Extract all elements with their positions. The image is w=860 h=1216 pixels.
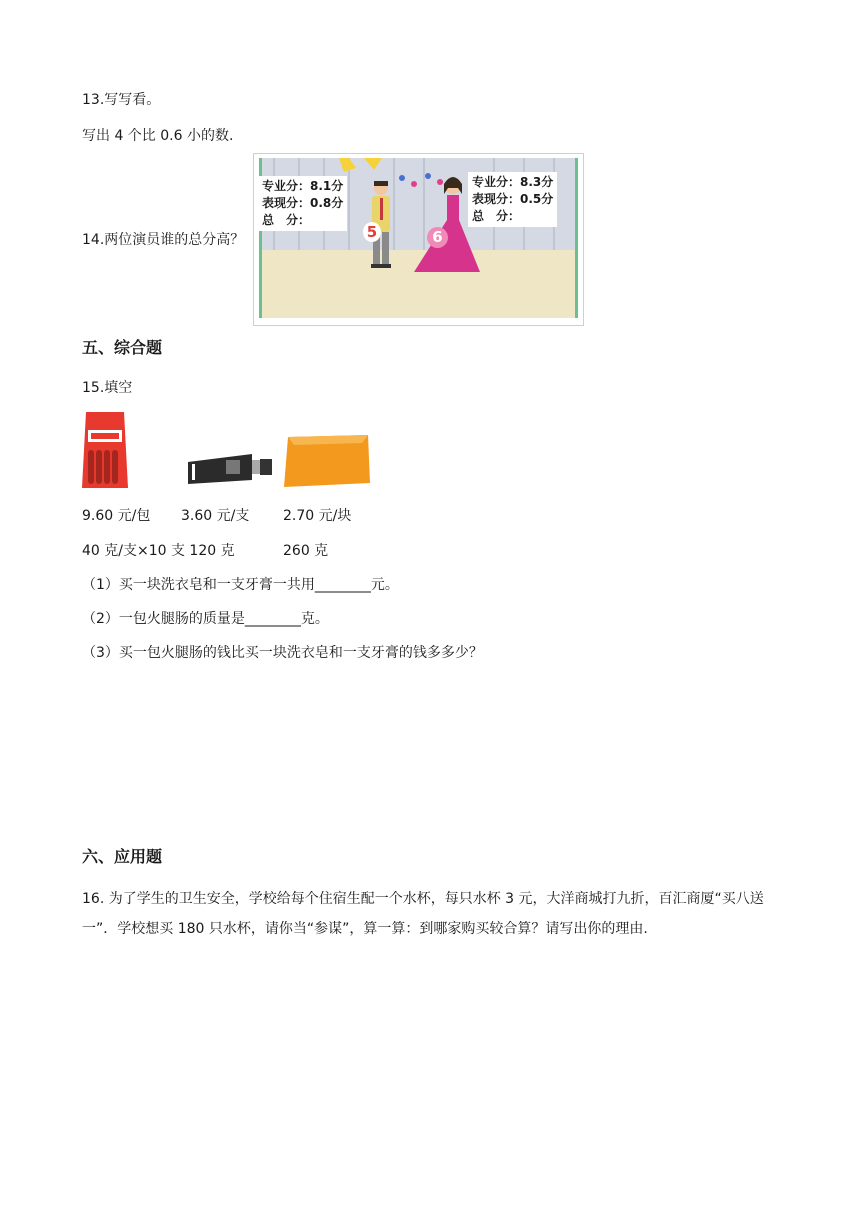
- sausage-toothpaste-weight: 40 克/支×10 支 120 克: [82, 543, 235, 559]
- soap-weight: 260 克: [283, 543, 329, 559]
- actor6-pro-score: 专业分：8.3分: [472, 175, 554, 189]
- actor5-score-card: [258, 176, 347, 231]
- q15-sub3: （3）买一包火腿肠的钱比买一块洗衣皂和一支牙膏的钱多多少？: [82, 645, 483, 661]
- section5-heading: 五、综合题: [82, 338, 163, 357]
- section6-heading: 六、应用题: [82, 847, 163, 866]
- q14-question: 14.两位演员谁的总分高？: [82, 232, 245, 248]
- actor6-total-score: 总 分：: [472, 209, 521, 223]
- stage-illustration: [253, 153, 584, 326]
- q15-sub2: （2）一包火腿肠的质量是________克。: [82, 611, 329, 627]
- toothpaste-price: 3.60 元/支: [181, 508, 250, 524]
- actor5-perf-score: 表现分：0.8分: [262, 196, 344, 210]
- sausage-price: 9.60 元/包: [82, 508, 151, 524]
- soap-bar-icon: [282, 433, 372, 489]
- toothpaste-tube-icon: [186, 450, 276, 488]
- actor5-pro-score: 专业分：8.1分: [262, 179, 344, 193]
- actor6-perf-score: 表现分：0.5分: [472, 192, 554, 206]
- actor6-score-card: [468, 172, 557, 227]
- sausage-pack-icon: [80, 410, 130, 492]
- actor5-total-score: 总 分：: [262, 213, 311, 227]
- actor5-number-badge: 5: [363, 222, 381, 242]
- q15-title: 15.填空: [82, 380, 133, 396]
- actor6-number-badge: 6: [427, 227, 448, 248]
- q13-title: 13.写写看。: [82, 92, 161, 108]
- q15-sub1: （1）买一块洗衣皂和一支牙膏一共用________元。: [82, 577, 399, 593]
- q16-text: 16. 为了学生的卫生安全，学校给每个住宿生配一个水杯，每只水杯 3 元，大洋商城打九折，百汇商厦“买八送一”．学校想买 180 只水杯，请你当“参谋”，算一算：到哪家购买较合算？请写出你的理由.: [82, 891, 764, 937]
- q13-prompt: 写出 4 个比 0.6 小的数.: [82, 128, 234, 144]
- soap-price: 2.70 元/块: [283, 508, 352, 524]
